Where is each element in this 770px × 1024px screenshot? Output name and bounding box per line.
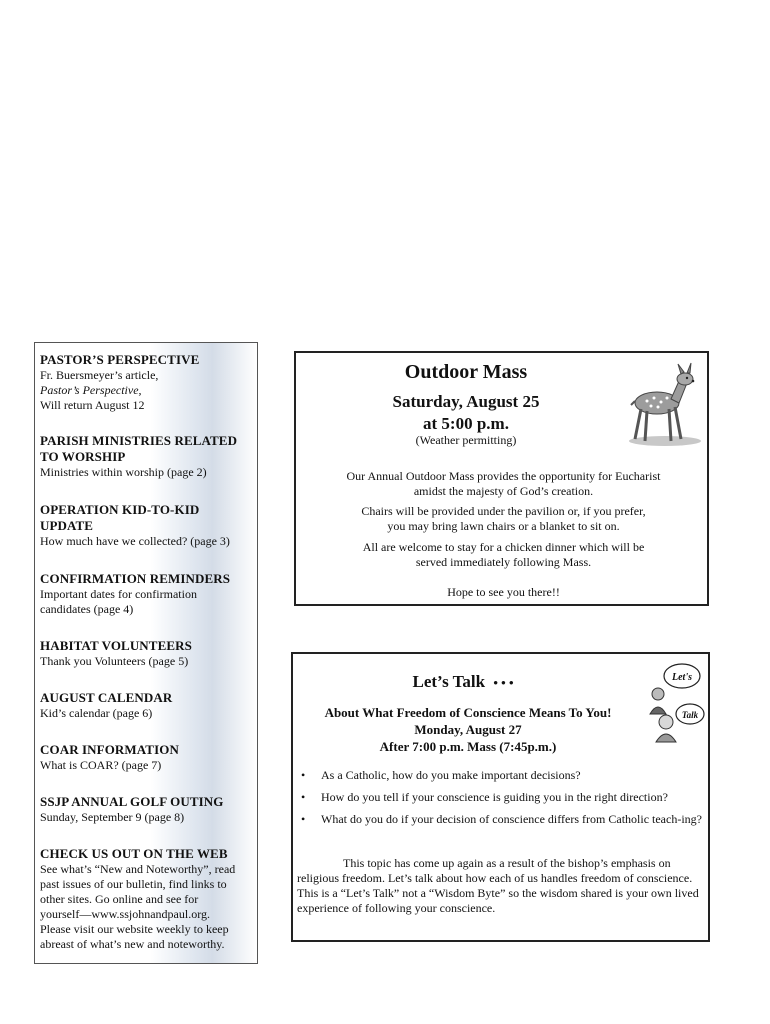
talking-people-icon (648, 662, 706, 744)
pastor-line1: Fr. Buersmeyer’s article, (40, 368, 159, 382)
calendar-text: Kid’s calendar (page 6) (40, 706, 153, 720)
outdoor-mass-date-line2: at 5:00 p.m. (423, 414, 509, 433)
pastor-line2: Pastor’s Perspective, (40, 383, 142, 397)
lets-talk-title (293, 672, 633, 692)
bullet-text: How do you tell if your conscience is guiding you in the right direction? (321, 790, 668, 804)
confirmation-line1: Important dates for confirmation (40, 587, 197, 601)
outdoor-mass-title: Outdoor Mass (404, 361, 528, 383)
lets-talk-subtitle (293, 704, 643, 755)
deer-icon (623, 361, 703, 449)
kid-heading-2: UPDATE (40, 518, 94, 533)
lets-talk-box (291, 652, 710, 942)
web-line2: past issues of our bulletin, find links to (40, 877, 227, 891)
outdoor-mass-date-line1: Saturday, August 25 (392, 392, 540, 411)
lets-talk-sub2: Monday, August 27 (414, 722, 522, 737)
lets-talk-title-text: Let’s Talk (412, 672, 486, 691)
kid-heading-1: OPERATION KID-TO-KID (40, 502, 200, 517)
coar-text: What is COAR? (page 7) (40, 758, 162, 772)
web-line6: abreast of what’s new and noteworthy. (40, 937, 225, 951)
web-line5: Please visit our website weekly to keep (40, 922, 229, 936)
lets-talk-sub1: About What Freedom of Conscience Means To You! (324, 705, 612, 720)
outdoor-mass-para-3-line1: All are welcome to stay for a chicken dinner which will be (362, 540, 645, 554)
list-item (297, 768, 702, 783)
sidebar-calendar-section (40, 690, 255, 721)
outdoor-mass-para-1-line1: Our Annual Outdoor Mass provides the opportunity for Eucharist (346, 469, 661, 483)
bubble-talk-text: Talk (681, 710, 699, 720)
list-item (297, 812, 702, 827)
bullet-icon: • (301, 790, 306, 804)
confirmation-line2: candidates (page 4) (40, 602, 134, 616)
golf-heading: SSJP ANNUAL GOLF OUTING (40, 794, 224, 809)
web-line4: yourself—www.ssjohnandpaul.org. (40, 907, 210, 921)
web-line3: other sites. Go online and see for (40, 892, 199, 906)
bullet-text: As a Catholic, how do you make important decisions? (321, 768, 581, 782)
outdoor-mass-para-3 (306, 540, 701, 570)
outdoor-mass-para-2-line1: Chairs will be provided under the pavilion or, if you prefer, (361, 504, 646, 518)
lets-talk-paragraph: This topic has come up again as a result of the bishop’s emphasis on religious freedom. Let’s talk about how each of us handles freedom of conscience. This is a “Let’s Talk” not a “Wisdom Byte” so the wisdom shared is your own lived experience of following your conscience. (297, 856, 699, 915)
sidebar-kid-section (40, 502, 255, 549)
sidebar-coar-section (40, 742, 255, 773)
bullet-icon: • (301, 768, 306, 782)
sidebar-confirmation-section (40, 571, 255, 617)
outdoor-mass-box (294, 351, 709, 606)
sidebar-habitat-section (40, 638, 255, 669)
outdoor-mass-para-1 (306, 469, 701, 499)
habitat-text: Thank you Volunteers (page 5) (40, 654, 189, 668)
sidebar-pastor-section (40, 352, 255, 413)
outdoor-mass-date (296, 391, 636, 435)
outdoor-mass-para-1-line2: amidst the majesty of God’s creation. (413, 484, 594, 498)
pastor-line3: Will return August 12 (40, 398, 145, 412)
confirmation-heading: CONFIRMATION REMINDERS (40, 571, 231, 586)
bubble-lets-text: Let's (672, 672, 692, 683)
sidebar-golf-section (40, 794, 255, 825)
outdoor-mass-para-3-line2: served immediately following Mass. (415, 555, 592, 569)
web-heading: CHECK US OUT ON THE WEB (40, 846, 228, 861)
ministries-heading-2: TO WORSHIP (40, 449, 126, 464)
kid-text: How much have we collected? (page 3) (40, 534, 230, 548)
outdoor-mass-para-2-line2: you may bring lawn chairs or a blanket to sit on. (387, 519, 620, 533)
lets-talk-sub3: After 7:00 p.m. Mass (7:45p.m.) (379, 739, 557, 754)
sidebar-web-section (40, 846, 255, 952)
ministries-text: Ministries within worship (page 2) (40, 465, 207, 479)
coar-heading: COAR INFORMATION (40, 742, 179, 757)
lets-talk-dots: • • • (493, 675, 514, 690)
outdoor-mass-para-2 (306, 504, 701, 534)
outdoor-mass-weather: (Weather permitting) (415, 433, 517, 447)
golf-text: Sunday, September 9 (page 8) (40, 810, 185, 824)
outdoor-mass-para-4: Hope to see you there!! (447, 585, 560, 599)
bullet-icon: • (301, 812, 306, 826)
sidebar-contents (34, 342, 258, 964)
calendar-heading: AUGUST CALENDAR (40, 690, 173, 705)
sidebar-ministries-section (40, 433, 255, 480)
web-line1: See what’s “New and Noteworthy”, read (40, 862, 236, 876)
ministries-heading-1: PARISH MINISTRIES RELATED (40, 433, 238, 448)
habitat-heading: HABITAT VOLUNTEERS (40, 638, 192, 653)
list-item (297, 790, 702, 805)
pastor-heading: PASTOR’S PERSPECTIVE (40, 352, 200, 367)
lets-talk-bullet-list (297, 768, 702, 834)
bullet-text: What do you do if your decision of conscience differs from Catholic teach-ing? (321, 812, 702, 826)
